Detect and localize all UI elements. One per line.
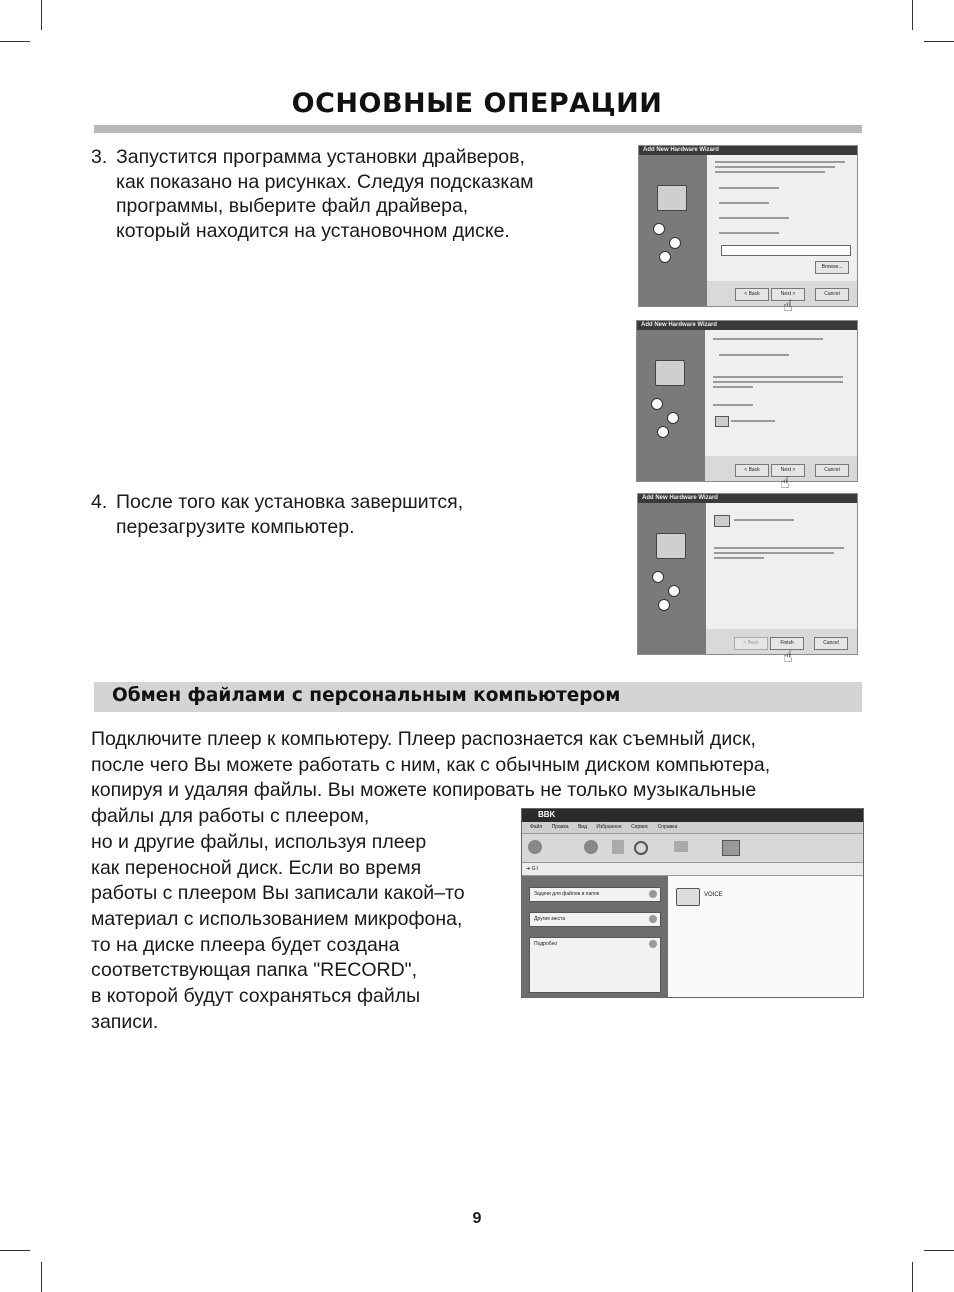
task-file-folder[interactable]: Задачи для файлов и папок [529, 887, 661, 902]
explorer-file-list [668, 876, 863, 997]
paragraph-line: файлы для работы с плеером, [91, 805, 370, 828]
back-button[interactable]: < Back [734, 637, 768, 650]
pointer-hand-icon: ☝ [780, 475, 790, 492]
disc-icon [651, 398, 663, 410]
cancel-button[interactable]: Cancel [815, 464, 849, 477]
explorer-titlebar [522, 809, 863, 822]
menu-item-view[interactable]: Вид [577, 824, 588, 830]
next-button[interactable]: Next > [771, 288, 805, 301]
folder-icon[interactable] [676, 888, 700, 906]
next-button[interactable]: Next > [771, 464, 805, 477]
page-number: 9 [472, 1210, 482, 1227]
back-arrow-icon[interactable] [528, 840, 542, 854]
wizard-content [705, 330, 857, 456]
wizard-content [706, 503, 857, 629]
finish-button[interactable]: Finish [770, 637, 804, 650]
disc-icon [658, 599, 670, 611]
disc-icon [667, 412, 679, 424]
paragraph-line: копируя и удаляя файлы. Вы можете копировать не только музыкальные [91, 779, 757, 802]
section-title: Обмен файлами с персональным компьютером [112, 685, 621, 706]
computer-icon [655, 360, 685, 386]
wizard-titlebar: Add New Hardware Wizard [639, 146, 857, 155]
wizard-content [707, 155, 857, 281]
disc-icon [668, 585, 680, 597]
up-folder-icon[interactable] [612, 840, 624, 854]
views-icon[interactable] [722, 840, 740, 856]
step-line: который находится на установочном диске. [116, 219, 510, 242]
step-number: 4. [91, 491, 108, 513]
disc-icon [659, 251, 671, 263]
step-line: После того как установка завершится, [116, 491, 464, 513]
crop-mark [0, 41, 30, 42]
wizard-side-panel [639, 155, 707, 306]
step-3-text [91, 145, 534, 243]
step-line: перезагрузите компьютер. [116, 515, 355, 538]
paragraph-line: после чего Вы можете работать с ним, как с обычным диском компьютера, [91, 753, 771, 776]
wizard-titlebar: Add New Hardware Wizard [637, 321, 857, 330]
chevron-up-icon[interactable] [649, 940, 657, 948]
crop-mark [41, 1262, 42, 1292]
menu-item-file[interactable]: Файл [530, 824, 543, 830]
menu-item-favorites[interactable]: Избранное [596, 824, 622, 830]
search-icon[interactable] [634, 841, 648, 855]
forward-arrow-icon[interactable] [584, 840, 598, 854]
explorer-task-pane [522, 876, 668, 997]
wizard-side-panel [637, 330, 705, 481]
back-button[interactable]: < Back [735, 288, 769, 301]
crop-mark [924, 1250, 954, 1251]
chevron-down-icon[interactable] [649, 890, 657, 898]
explorer-toolbar [522, 834, 863, 863]
disc-icon [657, 426, 669, 438]
wizard-screenshot-3 [637, 493, 858, 655]
step-line: программы, выберите файл драйвера, [116, 195, 469, 217]
task-details[interactable]: Подробно [529, 937, 661, 993]
crop-mark [924, 41, 954, 42]
pointer-hand-icon: ☝ [783, 298, 793, 315]
wizard-titlebar: Add New Hardware Wizard [638, 494, 857, 503]
cancel-button[interactable]: Cancel [814, 637, 848, 650]
wizard-screenshot-1 [638, 145, 858, 307]
folders-icon[interactable] [674, 841, 688, 852]
paragraph-line: но и другие файлы, используя плеер [91, 830, 427, 853]
computer-icon [657, 185, 687, 211]
paragraph-line: работы с плеером Вы записали какой–то [91, 882, 465, 905]
step-line: Запустится программа установки драйверов, [116, 146, 525, 168]
crop-mark [0, 1250, 30, 1251]
disc-icon [653, 223, 665, 235]
paragraph-line: соответствующая папка "RECORD", [91, 959, 418, 982]
crop-mark [41, 0, 42, 30]
paragraph-line: то на диске плеера будет создана [91, 933, 400, 956]
chevron-down-icon[interactable] [649, 915, 657, 923]
paragraph-line: записи. [91, 1010, 159, 1033]
explorer-menubar [522, 822, 863, 834]
disc-icon [652, 571, 664, 583]
crop-mark [912, 0, 913, 30]
browse-button[interactable]: Browse... [815, 261, 849, 274]
paragraph-line: в которой будут сохраняться файлы [91, 985, 421, 1008]
menu-item-tools[interactable]: Сервис [631, 824, 649, 830]
menu-item-edit[interactable]: Правка [551, 824, 569, 830]
folder-label[interactable]: VOICE [704, 892, 723, 898]
wizard-screenshot-2 [636, 320, 858, 482]
task-other-places[interactable]: Другие места [529, 912, 661, 927]
cancel-button[interactable]: Cancel [815, 288, 849, 301]
page-title: ОСНОВНЫЕ ОПЕРАЦИИ [291, 88, 663, 119]
paragraph-line: материал с использованием микрофона, [91, 907, 463, 930]
computer-icon [656, 533, 686, 559]
step-line: как показано на рисунках. Следуя подсказкам [116, 170, 534, 193]
paragraph-line: Подключите плеер к компьютеру. Плеер распознается как съемный диск, [91, 728, 756, 750]
wizard-side-panel [638, 503, 706, 654]
explorer-screenshot [521, 808, 864, 998]
menu-item-help[interactable]: Справка [657, 824, 678, 830]
paragraph-line: как переносной диск. Если во время [91, 856, 422, 879]
explorer-title: BBK [538, 810, 556, 819]
title-rule [94, 125, 862, 133]
step-number: 3. [91, 146, 108, 168]
back-button[interactable]: < Back [735, 464, 769, 477]
disc-icon [669, 237, 681, 249]
pointer-hand-icon: ☝ [783, 649, 793, 666]
crop-mark [912, 1262, 913, 1292]
step-4-text [91, 490, 463, 539]
address-bar[interactable]: ➜ G:\ [522, 863, 863, 876]
